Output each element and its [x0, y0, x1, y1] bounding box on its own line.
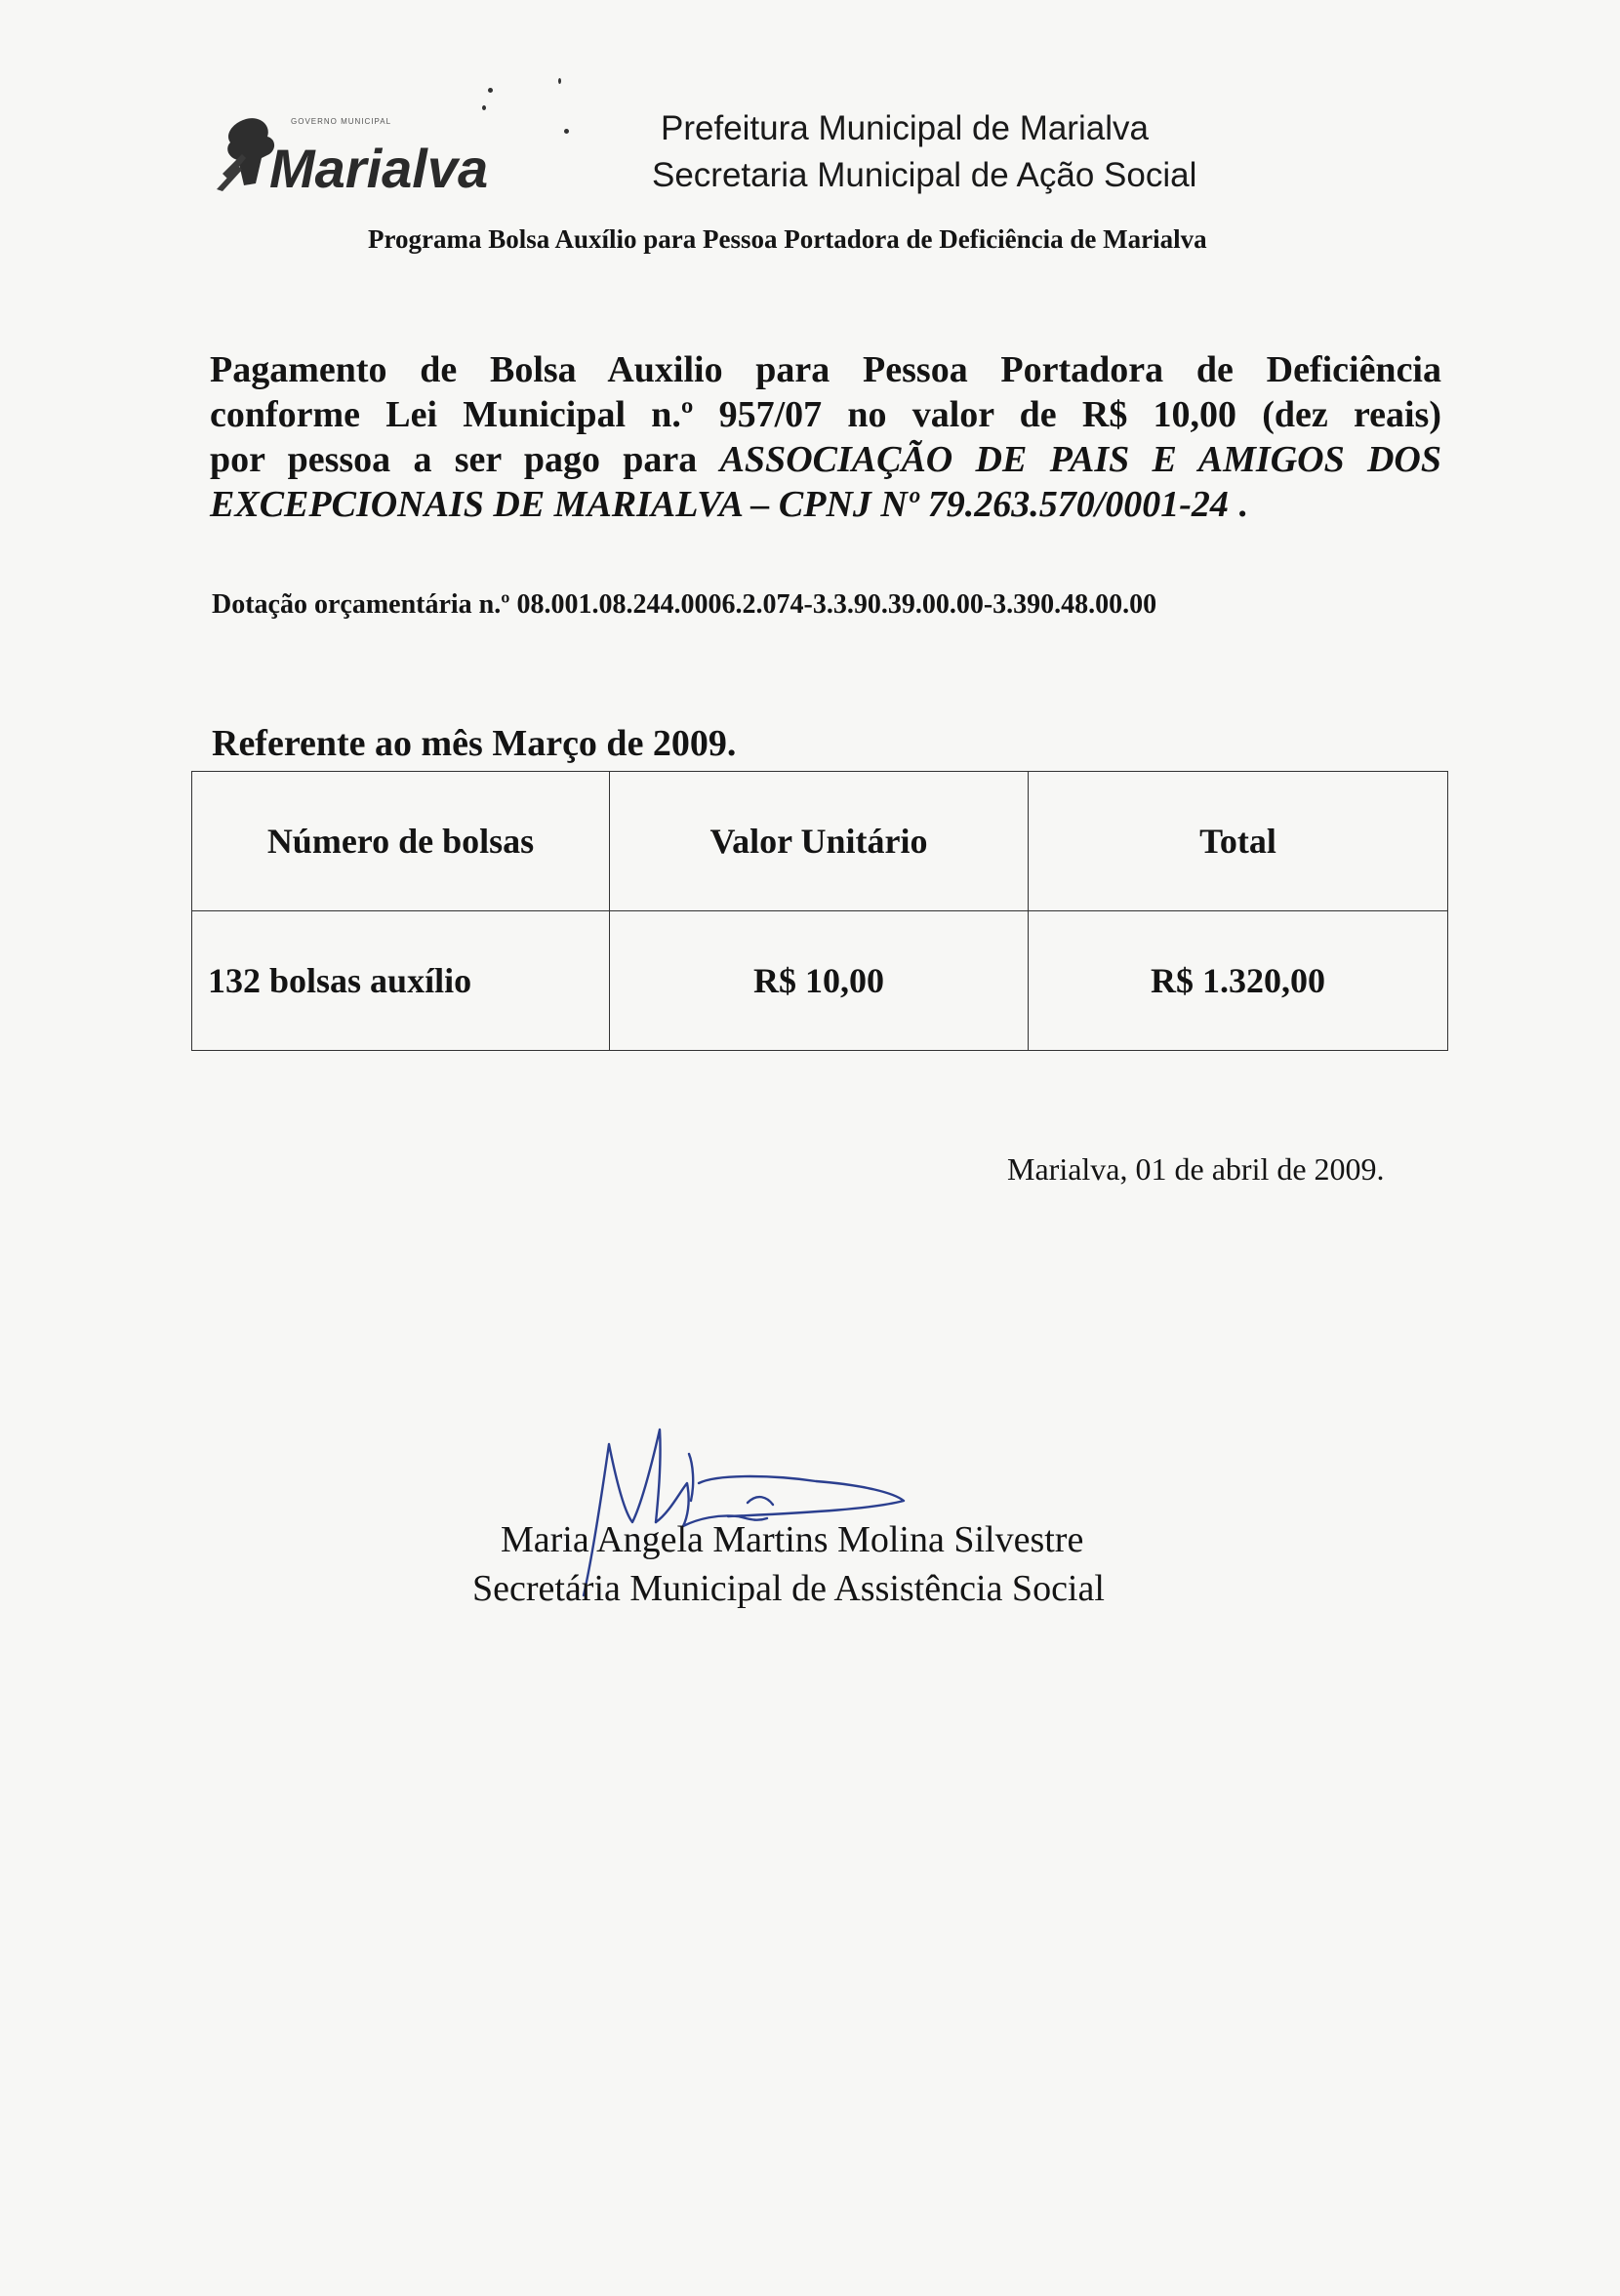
- reference-month: Referente ao mês Março de 2009.: [212, 723, 737, 764]
- scan-speck: [564, 129, 569, 134]
- org-line-secretaria: Secretaria Municipal de Ação Social: [652, 156, 1197, 194]
- header-cell-total: Total: [1029, 772, 1448, 911]
- scan-speck: [488, 88, 493, 93]
- paragraph-line-4-end: .: [1228, 484, 1247, 525]
- signatory-role: Secretária Municipal de Assistência Social: [472, 1568, 1105, 1609]
- header-cell-number-of-grants: Número de bolsas: [192, 772, 610, 911]
- logo-small-text: GOVERNO MUNICIPAL: [291, 117, 392, 126]
- marialva-logo: [217, 96, 489, 199]
- paragraph-line-4: [210, 482, 1441, 527]
- association-name-part2: EXCEPCIONAIS DE MARIALVA – CPNJ Nº 79.263.570/0001-24: [210, 484, 1229, 525]
- place-and-date: Marialva, 01 de abril de 2009.: [1007, 1151, 1385, 1187]
- paragraph-line-2: conforme Lei Municipal n.º 957/07 no valor de R$ 10,00 (dez reais): [210, 394, 1441, 435]
- payment-table: [191, 771, 1448, 1051]
- cell-unit-value: R$ 10,00: [610, 911, 1029, 1051]
- cell-total: R$ 1.320,00: [1029, 911, 1448, 1051]
- scan-speck: [558, 78, 561, 84]
- signatory-name: Maria Angela Martins Molina Silvestre: [501, 1519, 1084, 1560]
- budget-allocation: Dotação orçamentária n.º 08.001.08.244.0006.2.074-3.3.90.39.00.00-3.390.48.00.00: [212, 589, 1157, 620]
- program-title: Programa Bolsa Auxílio para Pessoa Portadora de Deficiência de Marialva: [368, 224, 1207, 254]
- paragraph-line-3-prefix: por pessoa a ser pago para: [210, 439, 698, 480]
- table-row: [192, 911, 1448, 1051]
- payment-paragraph: [210, 347, 1441, 527]
- paragraph-line-1: Pagamento de Bolsa Auxilio para Pessoa Portadora de Deficiência: [210, 349, 1441, 390]
- header-cell-unit-value: Valor Unitário: [610, 772, 1029, 911]
- table-header-row: [192, 772, 1448, 911]
- logo-wordmark: Marialva: [269, 138, 489, 199]
- org-line-prefeitura: Prefeitura Municipal de Marialva: [661, 109, 1149, 147]
- paragraph-line-3: [210, 437, 1441, 482]
- scan-speck: [482, 105, 486, 110]
- association-name-part1: ASSOCIAÇÃO DE PAIS E AMIGOS DOS: [719, 439, 1442, 480]
- cell-number-of-grants: 132 bolsas auxílio: [192, 911, 610, 1051]
